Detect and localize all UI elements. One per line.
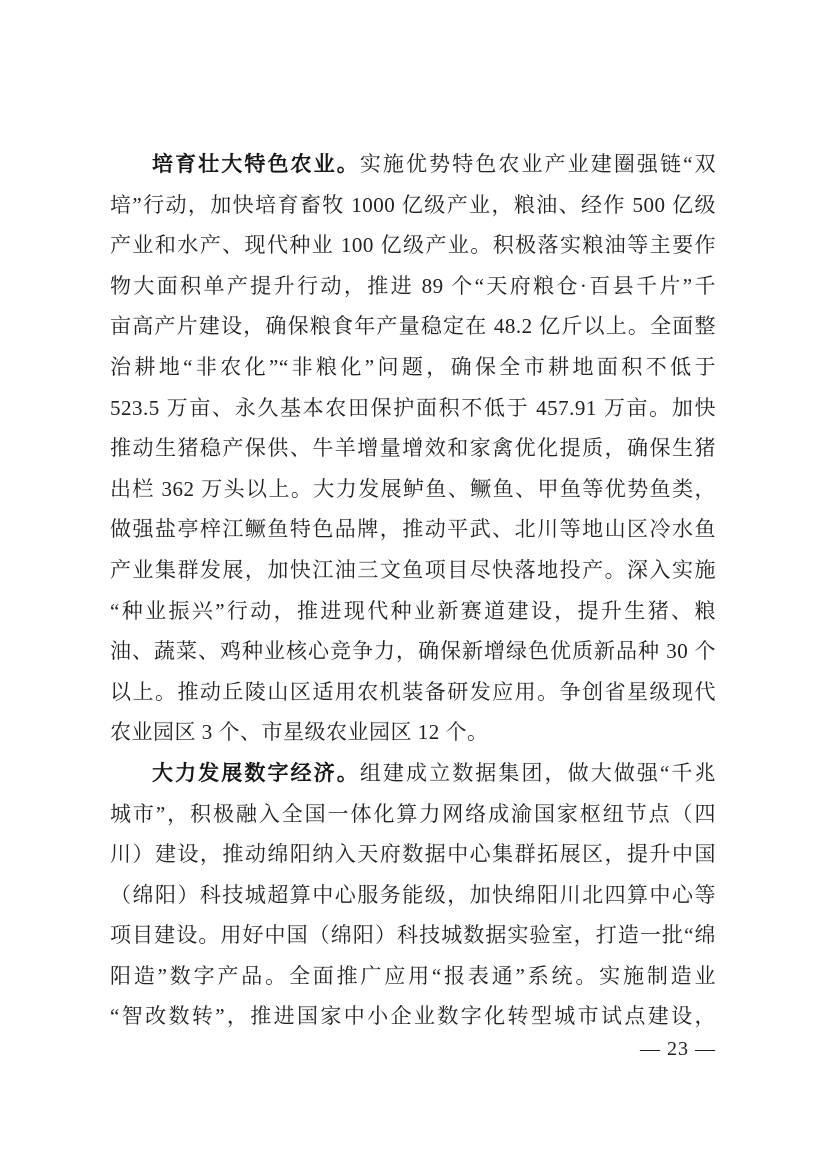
para-agriculture xyxy=(110,144,716,753)
paragraph-lead: 大力发展数字经济。 xyxy=(152,760,360,785)
text-line: “智改数转”，推进国家中小企业数字化转型城市试点建设， xyxy=(110,1004,716,1029)
text-line: 项目建设。用好中国（绵阳）科技城数据实验室，打造一批“绵 xyxy=(110,923,716,948)
text-line: 农业园区 3 个、市星级农业园区 12 个。 xyxy=(110,720,489,745)
text-line: 523.5 万亩、永久基本农田保护面积不低于 457.91 万亩。加快 xyxy=(110,395,716,420)
text-line: （绵阳）科技城超算中心服务能级，加快绵阳川北四算中心等 xyxy=(110,882,716,907)
text-line xyxy=(110,144,716,185)
text-line: 油、蔬菜、鸡种业核心竞争力，确保新增绿色优质新品种 30 个 xyxy=(110,639,716,664)
text-line: 产业和水产、现代种业 100 亿级产业。积极落实粮油等主要作 xyxy=(110,233,716,258)
page-number: — 23 — xyxy=(640,1038,716,1060)
text-line: 物大面积单产提升行动，推进 89 个“天府粮仓·百县千片”千 xyxy=(110,273,716,298)
text-line: 川）建设，推动绵阳纳入天府数据中心集群拓展区，提升中国 xyxy=(110,842,716,867)
line-text: 组建成立数据集团，做大做强“千兆 xyxy=(359,760,716,785)
text-line: 亩高产片建设，确保粮食年产量稳定在 48.2 亿斤以上。全面整 xyxy=(110,314,716,339)
paragraph-lead: 培育壮大特色农业。 xyxy=(152,152,360,176)
line-text: 实施优势特色农业产业建圈强链“双 xyxy=(359,152,716,176)
text-line: 城市”，积极融入全国一体化算力网络成渝国家枢纽节点（四 xyxy=(110,801,716,826)
text-line: 出栏 362 万头以上。大力发展鲈鱼、鳜鱼、甲鱼等优势鱼类， xyxy=(110,476,716,501)
text-line xyxy=(110,753,716,794)
text-line: 以上。推动丘陵山区适用农机装备研发应用。争创省星级现代 xyxy=(110,679,716,704)
text-line: “种业振兴”行动，推进现代种业新赛道建设，提升生猪、粮 xyxy=(110,598,716,623)
text-line: 推动生猪稳产保供、牛羊增量增效和家禽优化提质，确保生猪 xyxy=(110,436,716,461)
text-line: 做强盐亭梓江鳜鱼特色品牌，推动平武、北川等地山区冷水鱼 xyxy=(110,517,716,542)
body-text xyxy=(110,144,716,1037)
text-line: 阳造”数字产品。全面推广应用“报表通”系统。实施制造业 xyxy=(110,963,716,988)
para-digital-economy xyxy=(110,753,716,1037)
text-line: 培”行动，加快培育畜牧 1000 亿级产业，粮油、经作 500 亿级 xyxy=(110,192,716,217)
text-line: 治耕地“非农化”“非粮化”问题，确保全市耕地面积不低于 xyxy=(110,354,716,379)
text-line: 产业集群发展，加快江油三文鱼项目尽快落地投产。深入实施 xyxy=(110,557,716,582)
